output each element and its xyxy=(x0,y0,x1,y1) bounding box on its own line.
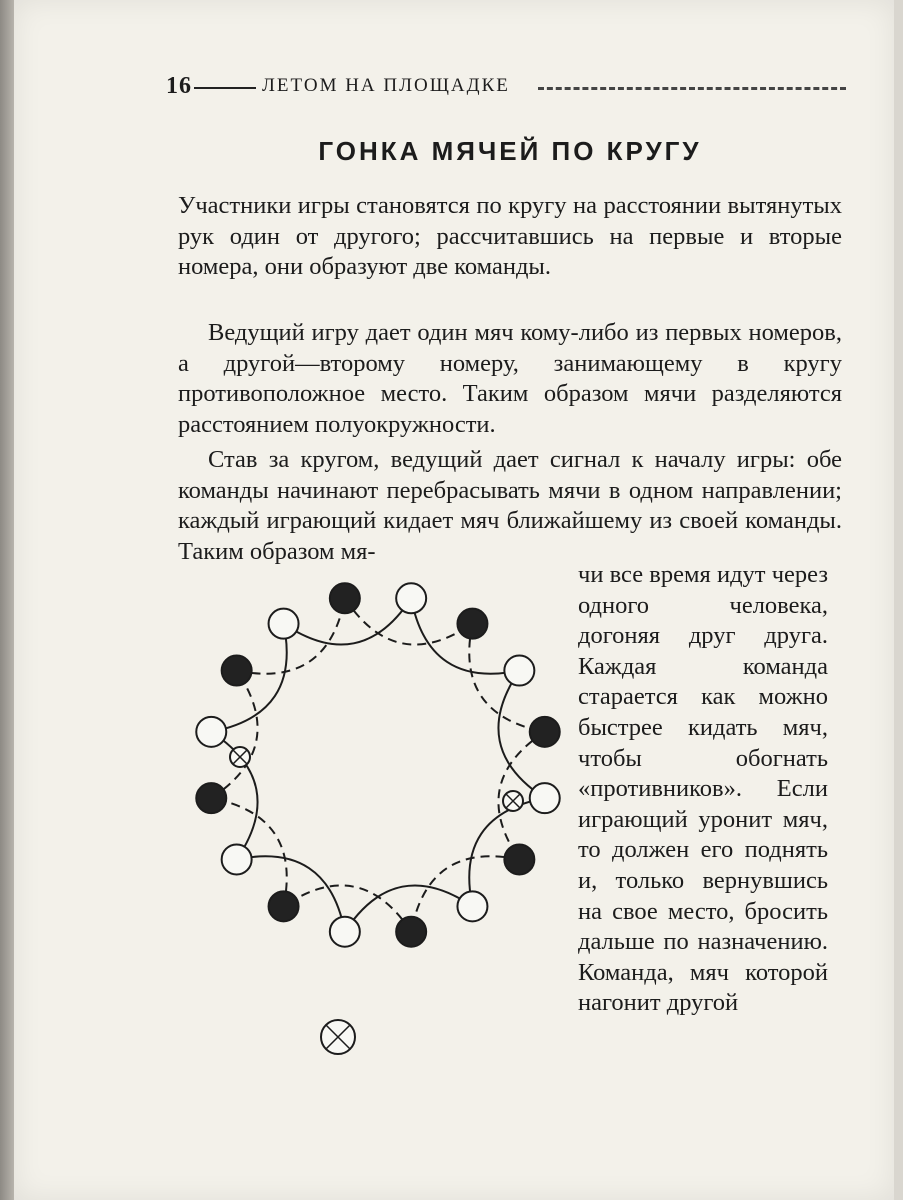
page-number: 16 xyxy=(166,72,192,99)
player-team-light xyxy=(330,917,360,947)
ball-right xyxy=(503,791,523,811)
player-team-light xyxy=(222,844,252,874)
paragraph-3: Став за кругом, ведущий дает сигнал к началу игры: обе команды начинают перебрасывать мячи в одном направлении; каждый играющий кидает мяч ближайшему из своей команды. Таким образом мя- xyxy=(178,446,842,565)
section-title: ГОНКА МЯЧЕЙ ПО КРУГУ xyxy=(318,136,702,166)
player-team-dark xyxy=(504,844,534,874)
player-team-light xyxy=(396,583,426,613)
player-team-dark xyxy=(457,609,487,639)
ball-legend xyxy=(321,1020,355,1054)
running-title: ЛЕТОМ НА ПЛОЩАДКЕ xyxy=(262,75,510,96)
header-rule-right xyxy=(538,87,846,90)
running-header xyxy=(166,70,846,102)
page-edge-left xyxy=(0,0,14,1200)
player-team-light xyxy=(457,891,487,921)
player-team-light xyxy=(269,609,299,639)
paragraph-1: Участники игры становятся по кругу на расстоянии вытянутых рук один от другого; рассчитавшись на первые и вторые номера, они образуют две команды. xyxy=(178,192,842,280)
player-team-dark xyxy=(222,656,252,686)
players-circle xyxy=(196,583,559,946)
ball-left xyxy=(230,747,250,767)
player-team-light xyxy=(530,783,560,813)
player-team-dark xyxy=(530,717,560,747)
paragraph-2: Ведущий игру дает один мяч кому-либо из первых номеров, а другой—второму номеру, занимающему в кругу противоположное место. Таким образом мячи разделяются расстоянием полуокружности. xyxy=(178,319,842,438)
ball-race-diagram xyxy=(180,575,580,1065)
player-team-light xyxy=(504,656,534,686)
player-team-dark xyxy=(269,891,299,921)
page-edge-right xyxy=(894,0,903,1200)
player-team-dark xyxy=(196,783,226,813)
player-team-dark xyxy=(396,917,426,947)
player-team-light xyxy=(196,717,226,747)
header-rule-left xyxy=(194,87,256,89)
pass-arcs xyxy=(211,598,544,931)
column-text: чи все время идут через одного человека, догоняя друг друга. Каждая команда старается как можно быстрее кидать мяч, чтобы обогнать «противников». Если играющий уронит мяч, то должен его поднять и, только вернувшись на свое место, бросить дальше по назначению. Команда, мяч которой нагонит другой xyxy=(578,561,828,1017)
player-team-dark xyxy=(330,583,360,613)
